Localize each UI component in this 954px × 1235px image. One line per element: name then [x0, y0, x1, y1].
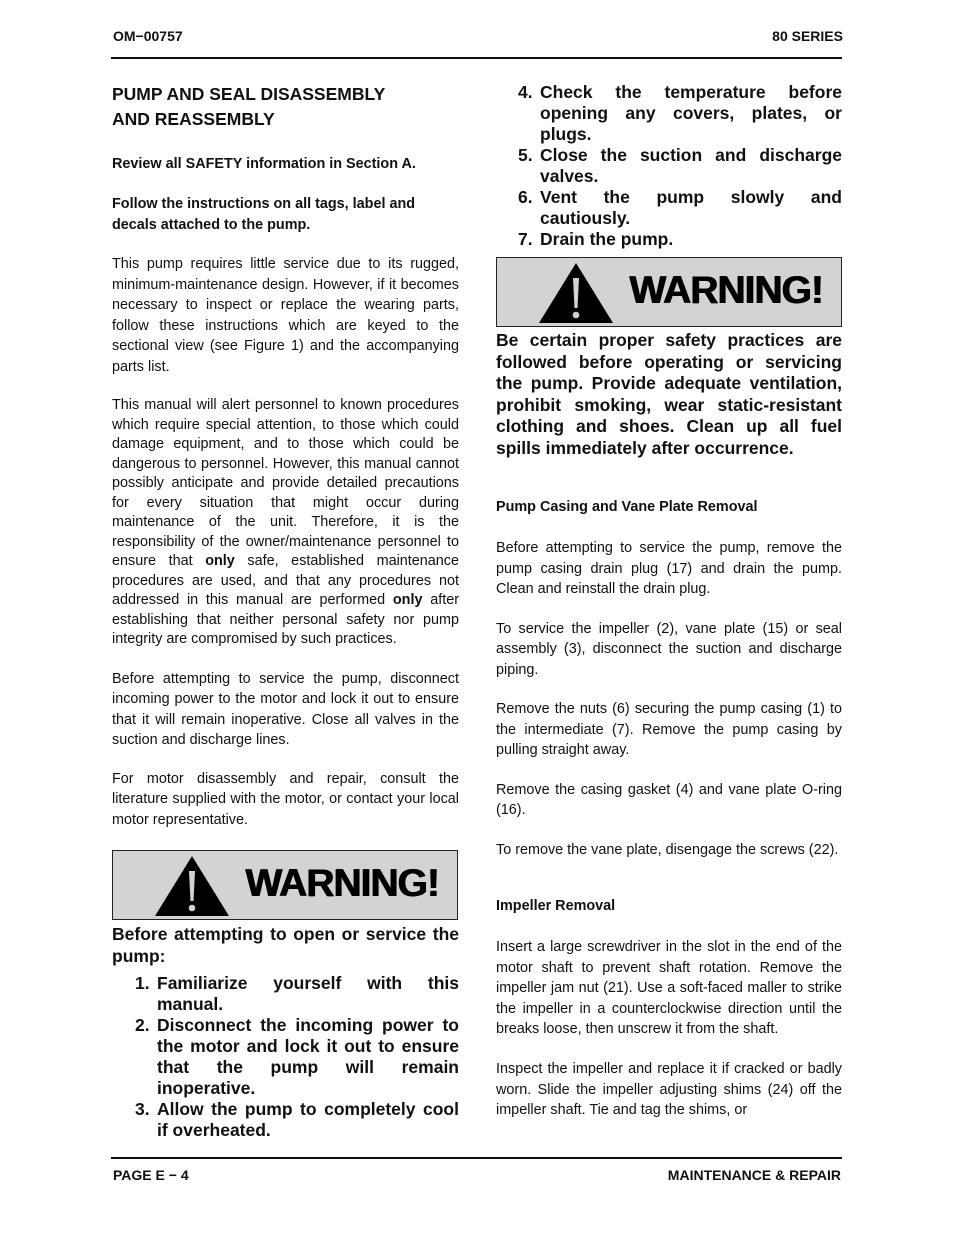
footer-rule [111, 1157, 842, 1159]
section-title-line1: PUMP AND SEAL DISASSEMBLY [112, 84, 386, 104]
precaution-list-right [518, 82, 842, 250]
tags-note: Follow the instructions on all tags, label and decals attached to the pump. [112, 196, 416, 233]
list-item [135, 1099, 459, 1141]
list-item-number: 3. [135, 1099, 150, 1119]
left-column [112, 82, 459, 1141]
list-item [518, 187, 842, 229]
subsection-casing-removal: Pump Casing and Vane Plate Removal [496, 499, 758, 515]
impeller-paragraph: Insert a large screwdriver in the slot in the end of the motor shaft to prevent shaft rotation. Remove the impeller jam nut (21). Use a soft-faced maller to strike the impeller in a counterclockwise direction until the breaks loose, then unscrew it from the shaft. [496, 939, 842, 1038]
list-item [518, 229, 842, 250]
responsibility-paragraph [112, 396, 459, 650]
list-item [135, 1015, 459, 1099]
casing-paragraph: To remove the vane plate, disengage the screws (22). [496, 841, 839, 858]
emphasis-only-1: only [205, 553, 235, 569]
header-rule [111, 57, 842, 59]
list-item-text: Vent the pump slowly and cautiously. [540, 187, 842, 228]
intro-paragraph: This pump requires little service due to its rugged, minimum-maintenance design. However, if it becomes necessary to inspect or replace the wearing parts, follow these instructions which are keyed to the sectional view (see Figure 1) and the accompanying parts list. [112, 256, 459, 375]
motor-paragraph: For motor disassembly and repair, consult the literature supplied with the motor, or contact your local motor representative. [112, 770, 459, 828]
warning-banner-left [112, 850, 458, 920]
warning-intro: Before attempting to open or service the pump: [112, 924, 459, 966]
list-item-number: 6. [518, 187, 533, 207]
list-item-text: Familiarize yourself with this manual. [157, 973, 459, 1014]
list-item-number: 4. [518, 82, 533, 102]
list-item [518, 82, 842, 145]
section-title [112, 82, 459, 132]
section-name: MAINTENANCE & REPAIR [667, 1167, 841, 1183]
section-title-line2: AND REASSEMBLY [112, 109, 275, 129]
power-paragraph: Before attempting to service the pump, disconnect incoming power to the motor and lock it out to ensure that it will remain inoperative. Close all valves in the suction and discharge lines. [112, 670, 459, 748]
list-item-number: 2. [135, 1015, 150, 1035]
safety-note: Review all SAFETY information in Section A. [112, 156, 416, 172]
responsibility-text-1: This manual will alert personnel to known procedures which require special attention, to those which could damage equipment, and to those which could be dangerous to personnel. However, this manual cannot possibly anticipate and provide detailed precautions for every situation that might occur during maintenance of the unit. Therefore, it is the responsibility of the owner/maintenance personnel to ensure that [112, 397, 459, 569]
page-number: PAGE E − 4 [113, 1167, 189, 1183]
series-label: 80 SERIES [772, 28, 843, 44]
subsection-impeller-removal: Impeller Removal [496, 898, 616, 914]
list-item-text: Allow the pump to completely cool if overheated. [157, 1099, 459, 1140]
document-number: OM−00757 [113, 28, 183, 44]
list-item-number: 5. [518, 145, 533, 165]
impeller-paragraph: Inspect the impeller and replace it if cracked or badly worn. Slide the impeller adjusting shims (24) off the impeller shaft. Tie and tag the shims, or [496, 1060, 842, 1119]
list-item-text: Close the suction and discharge valves. [540, 145, 842, 186]
precaution-list-left [135, 973, 459, 1141]
warning-label-left: WARNING! [245, 862, 439, 905]
safety-practices-warning: Be certain proper safety practices are followed before operating or servicing the pump. Provide adequate ventilation, prohibit smoking, wear static-resistant clothing and shoes. Clean up all fuel spills immediately after occurrence. [496, 330, 842, 458]
list-item-number: 7. [518, 229, 533, 249]
casing-paragraph: Before attempting to service the pump, remove the pump casing drain plug (17) and drain the pump. Clean and reinstall the drain plug. [496, 540, 842, 597]
list-item-text: Disconnect the incoming power to the motor and lock it out to ensure that the pump will remain inoperative. [157, 1015, 459, 1098]
warning-triangle-icon [153, 854, 231, 918]
casing-paragraph: Remove the casing gasket (4) and vane plate O-ring (16). [496, 781, 842, 818]
casing-paragraph: Remove the nuts (6) securing the pump casing (1) to the intermediate (7). Remove the pump casing by pulling straight away. [496, 701, 842, 758]
casing-paragraph: To service the impeller (2), vane plate (15) or seal assembly (3), disconnect the suction and discharge piping. [496, 620, 842, 678]
list-item-text: Check the temperature before opening any covers, plates, or plugs. [540, 82, 842, 144]
list-item-text: Drain the pump. [540, 229, 674, 249]
warning-banner-right [496, 257, 842, 327]
list-item [518, 145, 842, 187]
responsibility-text-2: safe, established maintenance procedures are used, and that any procedures not addressed in this manual are performed [112, 553, 459, 608]
warning-label-right: WARNING! [629, 269, 823, 312]
emphasis-only-2: only [392, 592, 423, 608]
responsibility-text-3: after establishing that neither personal safety nor pump integrity are compromised by such practices. [112, 592, 459, 647]
warning-triangle-icon [537, 261, 615, 325]
list-item-number: 1. [135, 973, 150, 993]
right-column [496, 82, 842, 1121]
list-item [135, 973, 459, 1015]
